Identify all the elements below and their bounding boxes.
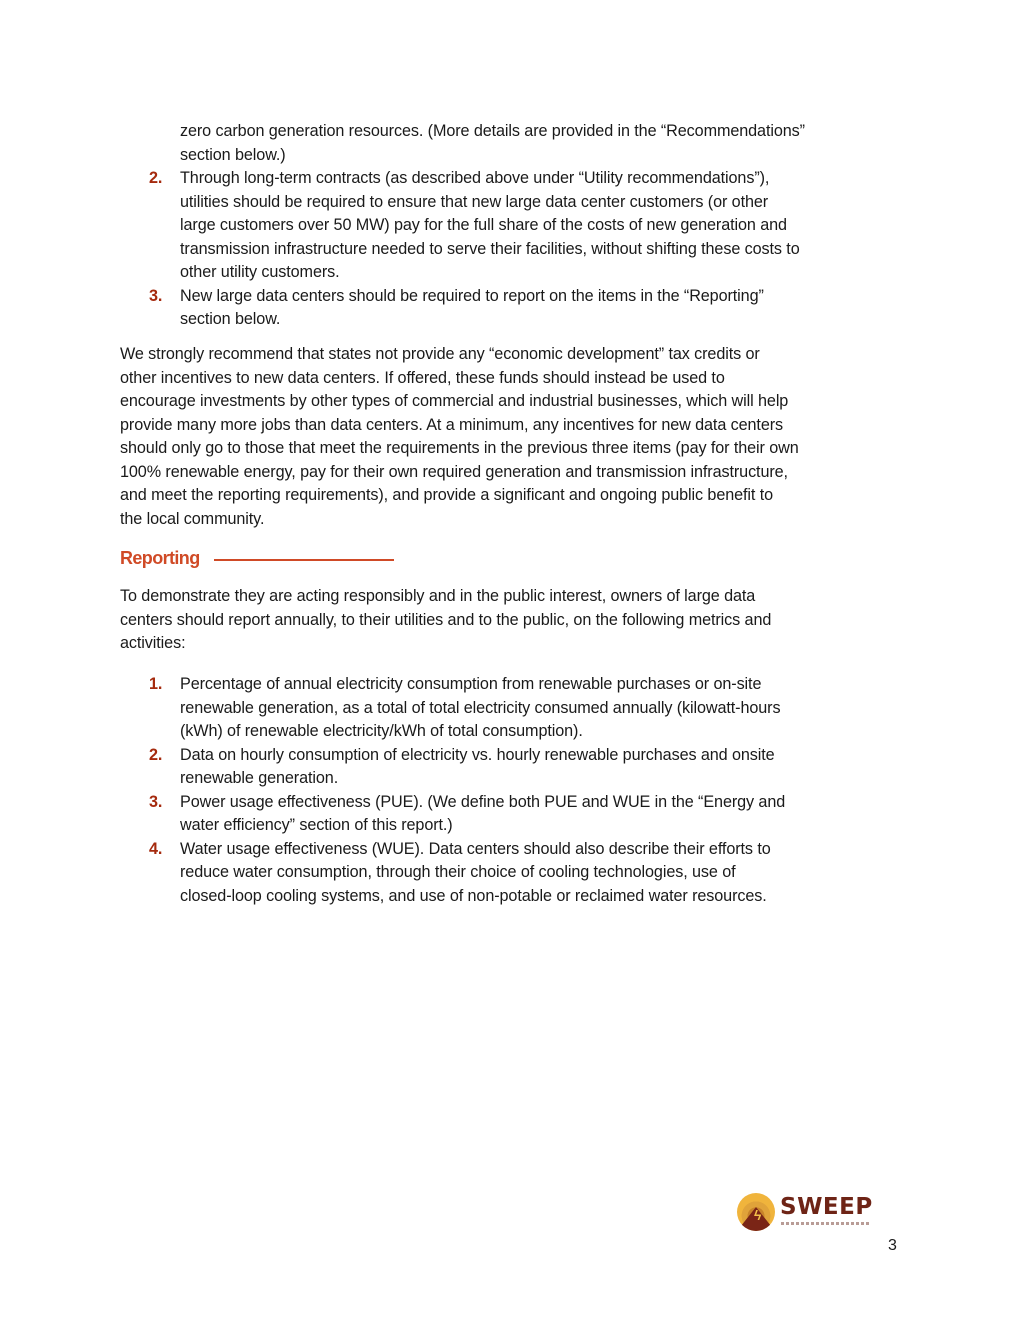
reporting-metrics-list [0, 673, 1020, 908]
list-item [0, 744, 900, 791]
list-number: 3. [149, 286, 163, 305]
paragraph-line: activities: [120, 634, 186, 652]
logo-wordmark: SWEEP [780, 1194, 873, 1220]
list-item-line: reduce water consumption, through their choice of cooling technologies, use of [180, 863, 736, 881]
paragraph-line: centers should report annually, to their utilities and to the public, on the following metrics and [120, 610, 772, 629]
reporting-intro-paragraph [120, 585, 905, 656]
incentives-paragraph [120, 343, 905, 531]
list-item-line: utilities should be required to ensure that new large data center customers (or other [180, 192, 769, 211]
heading-text: Reporting [120, 548, 200, 568]
list-item-line: (kWh) of renewable electricity/kWh of total consumption). [180, 722, 583, 740]
list-item-line: section below.) [180, 145, 286, 164]
list-item [0, 791, 900, 838]
page-number: 3 [888, 1237, 897, 1254]
heading-rule [214, 559, 394, 561]
list-item [0, 285, 900, 332]
list-item-line: Data on hourly consumption of electricity vs. hourly renewable purchases and onsite [180, 745, 775, 764]
sweep-logo [737, 1193, 877, 1237]
list-number: 3. [149, 792, 163, 811]
list-item [0, 167, 900, 285]
logo-tagline [781, 1222, 869, 1225]
list-item [0, 120, 900, 167]
continued-recommendations-list [0, 120, 1020, 332]
paragraph-line: encourage investments by other types of commercial and industrial businesses, which will help [120, 392, 789, 410]
list-item-line: renewable generation. [180, 769, 339, 787]
list-item [0, 673, 900, 744]
list-item-line: renewable generation, as a total of total electricity consumed annually (kilowatt-hours [180, 698, 781, 717]
list-number: 2. [149, 745, 163, 764]
paragraph-line: should only go to those that meet the requirements in the previous three items (pay for their own [120, 439, 799, 457]
list-item-line: section below. [180, 310, 281, 328]
list-item-line: water efficiency” section of this report.) [180, 816, 453, 834]
list-item-line: zero carbon generation resources. (More details are provided in the “Recommendations” [180, 122, 805, 140]
list-item [0, 838, 900, 909]
list-item-line: other utility customers. [180, 263, 340, 281]
sun-mountain-bolt-icon: ϟ [737, 1193, 775, 1231]
paragraph-line: the local community. [120, 509, 265, 528]
section-heading-reporting [120, 546, 394, 570]
list-item-line: Through long-term contracts (as described above under “Utility recommendations”), [180, 169, 770, 187]
paragraph-line: We strongly recommend that states not provide any “economic development” tax credits or [120, 345, 760, 363]
list-number: 1. [149, 675, 163, 693]
list-item-line: closed-loop cooling systems, and use of non-potable or reclaimed water resources. [180, 886, 767, 905]
list-item-line: large customers over 50 MW) pay for the full share of the costs of new generation and [180, 216, 787, 234]
paragraph-line: and meet the reporting requirements), and provide a significant and ongoing public benefit to [120, 486, 774, 504]
list-item-line: Water usage effectiveness (WUE). Data centers should also describe their efforts to [180, 839, 771, 858]
list-item-line: Percentage of annual electricity consumption from renewable purchases or on-site [180, 675, 762, 693]
list-number: 4. [149, 839, 163, 858]
list-item-line: Power usage effectiveness (PUE). (We define both PUE and WUE in the “Energy and [180, 792, 786, 811]
list-number: 2. [149, 169, 163, 187]
list-item-line: transmission infrastructure needed to serve their facilities, without shifting these costs to [180, 239, 800, 258]
paragraph-line: 100% renewable energy, pay for their own required generation and transmission infrastructure, [120, 462, 788, 481]
paragraph-line: To demonstrate they are acting responsibly and in the public interest, owners of large data [120, 587, 756, 605]
paragraph-line: provide many more jobs than data centers. At a minimum, any incentives for new data centers [120, 415, 784, 434]
paragraph-line: other incentives to new data centers. If offered, these funds should instead be used to [120, 368, 725, 387]
list-item-line: New large data centers should be required to report on the items in the “Reporting” [180, 286, 764, 305]
